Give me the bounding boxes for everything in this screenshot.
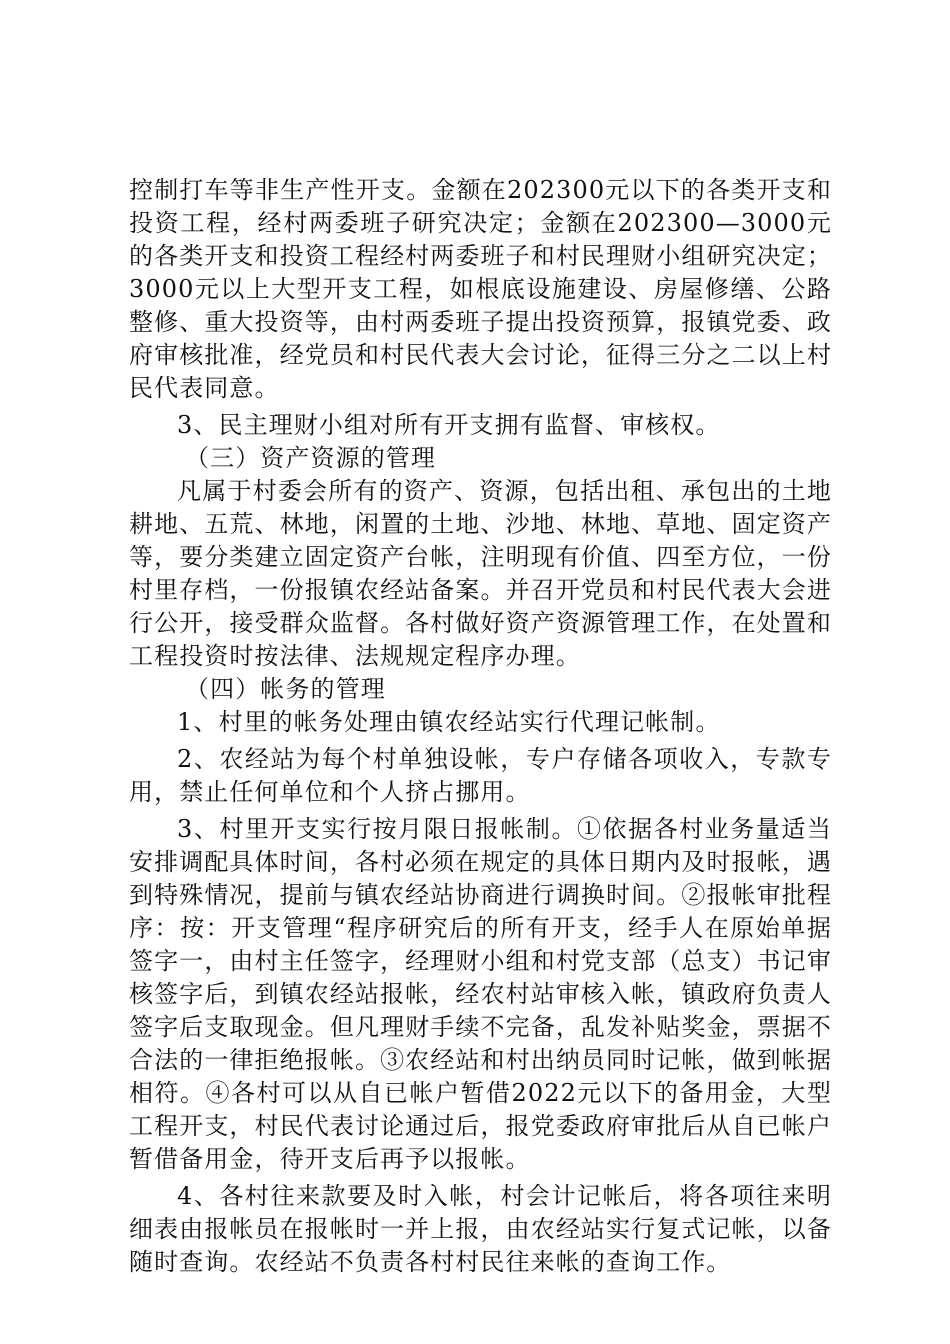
paragraph-accounts-2: 2、农经站为每个村单独设帐，专户存储各项收入，专款专用，禁止任何单位和个人挤占挪用。 — [129, 745, 832, 806]
paragraph-accounts-1: 1、村里的帐务处理由镇农经站实行代理记帐制。 — [177, 708, 721, 736]
paragraph-accounts-4: 4、各村往来款要及时入帐，村会计记帐后，将各项往来明细表由报帐员在报帐时一并上报，由农经站实行复式记帐，以备随时查询。农经站不负责各村村民往来帐的查询工作。 — [129, 1182, 832, 1276]
section-heading-assets: （三）资产资源的管理 — [185, 444, 436, 472]
document-page — [129, 174, 832, 1279]
paragraph-accounts-3: 3、村里开支实行按月限日报帐制。①依据各村业务量适当安排调配具体时间，各村必须在规定的具体日期内及时报帐，遇到特殊情况，提前与镇农经站协商进行调换时间。②报帐审批程序：按：开支管理“程序研究后的所有开支，经手人在原始单据签字一，由村主任签字，经理财小组和村党支部（总支）书记审核签字后，到镇农经站报帐，经农村站审核入帐，镇政府负责人签字后支取现金。但凡理财手续不完备，乱发补贴奖金，票据不合法的一律拒绝报帐。③农经站和村出纳员同时记帐，做到帐据相符。④各村可以从自已帐户暂借2022元以下的备用金，大型工程开支，村民代表讨论通过后，报党委政府审批后从自已帐户暂借备用金，待开支后再予以报帐。 — [129, 815, 832, 1173]
section-heading-accounts: （四）帐务的管理 — [185, 675, 386, 703]
paragraph-expense-approval: 控制打车等非生产性开支。金额在202300元以下的各类开支和投资工程，经村两委班子研究决定；金额在202300—3000元的各类开支和投资工程经村两委班子和村民理财小组研究决定；3000元以上大型开支工程，如根底设施建设、房屋修缮、公路整修、重大投资等，由村两委班子提出投资预算，报镇党委、政府审核批准，经党员和村民代表大会讨论，征得三分之二以上村民代表同意。 — [129, 176, 832, 402]
paragraph-assets: 凡属于村委会所有的资产、资源，包括出租、承包出的土地耕地、五荒、林地，闲置的土地、沙地、林地、草地、固定资产等，要分类建立固定资产台帐，注明现有价值、四至方位，一份村里存档，一份报镇农经站备案。并召开党员和村民代表大会进行公开，接受群众监督。各村做好资产资源管理工作，在处置和工程投资时按法律、法规规定程序办理。 — [129, 477, 832, 670]
paragraph-supervision: 3、民主理财小组对所有开支拥有监督、审核权。 — [177, 411, 721, 439]
